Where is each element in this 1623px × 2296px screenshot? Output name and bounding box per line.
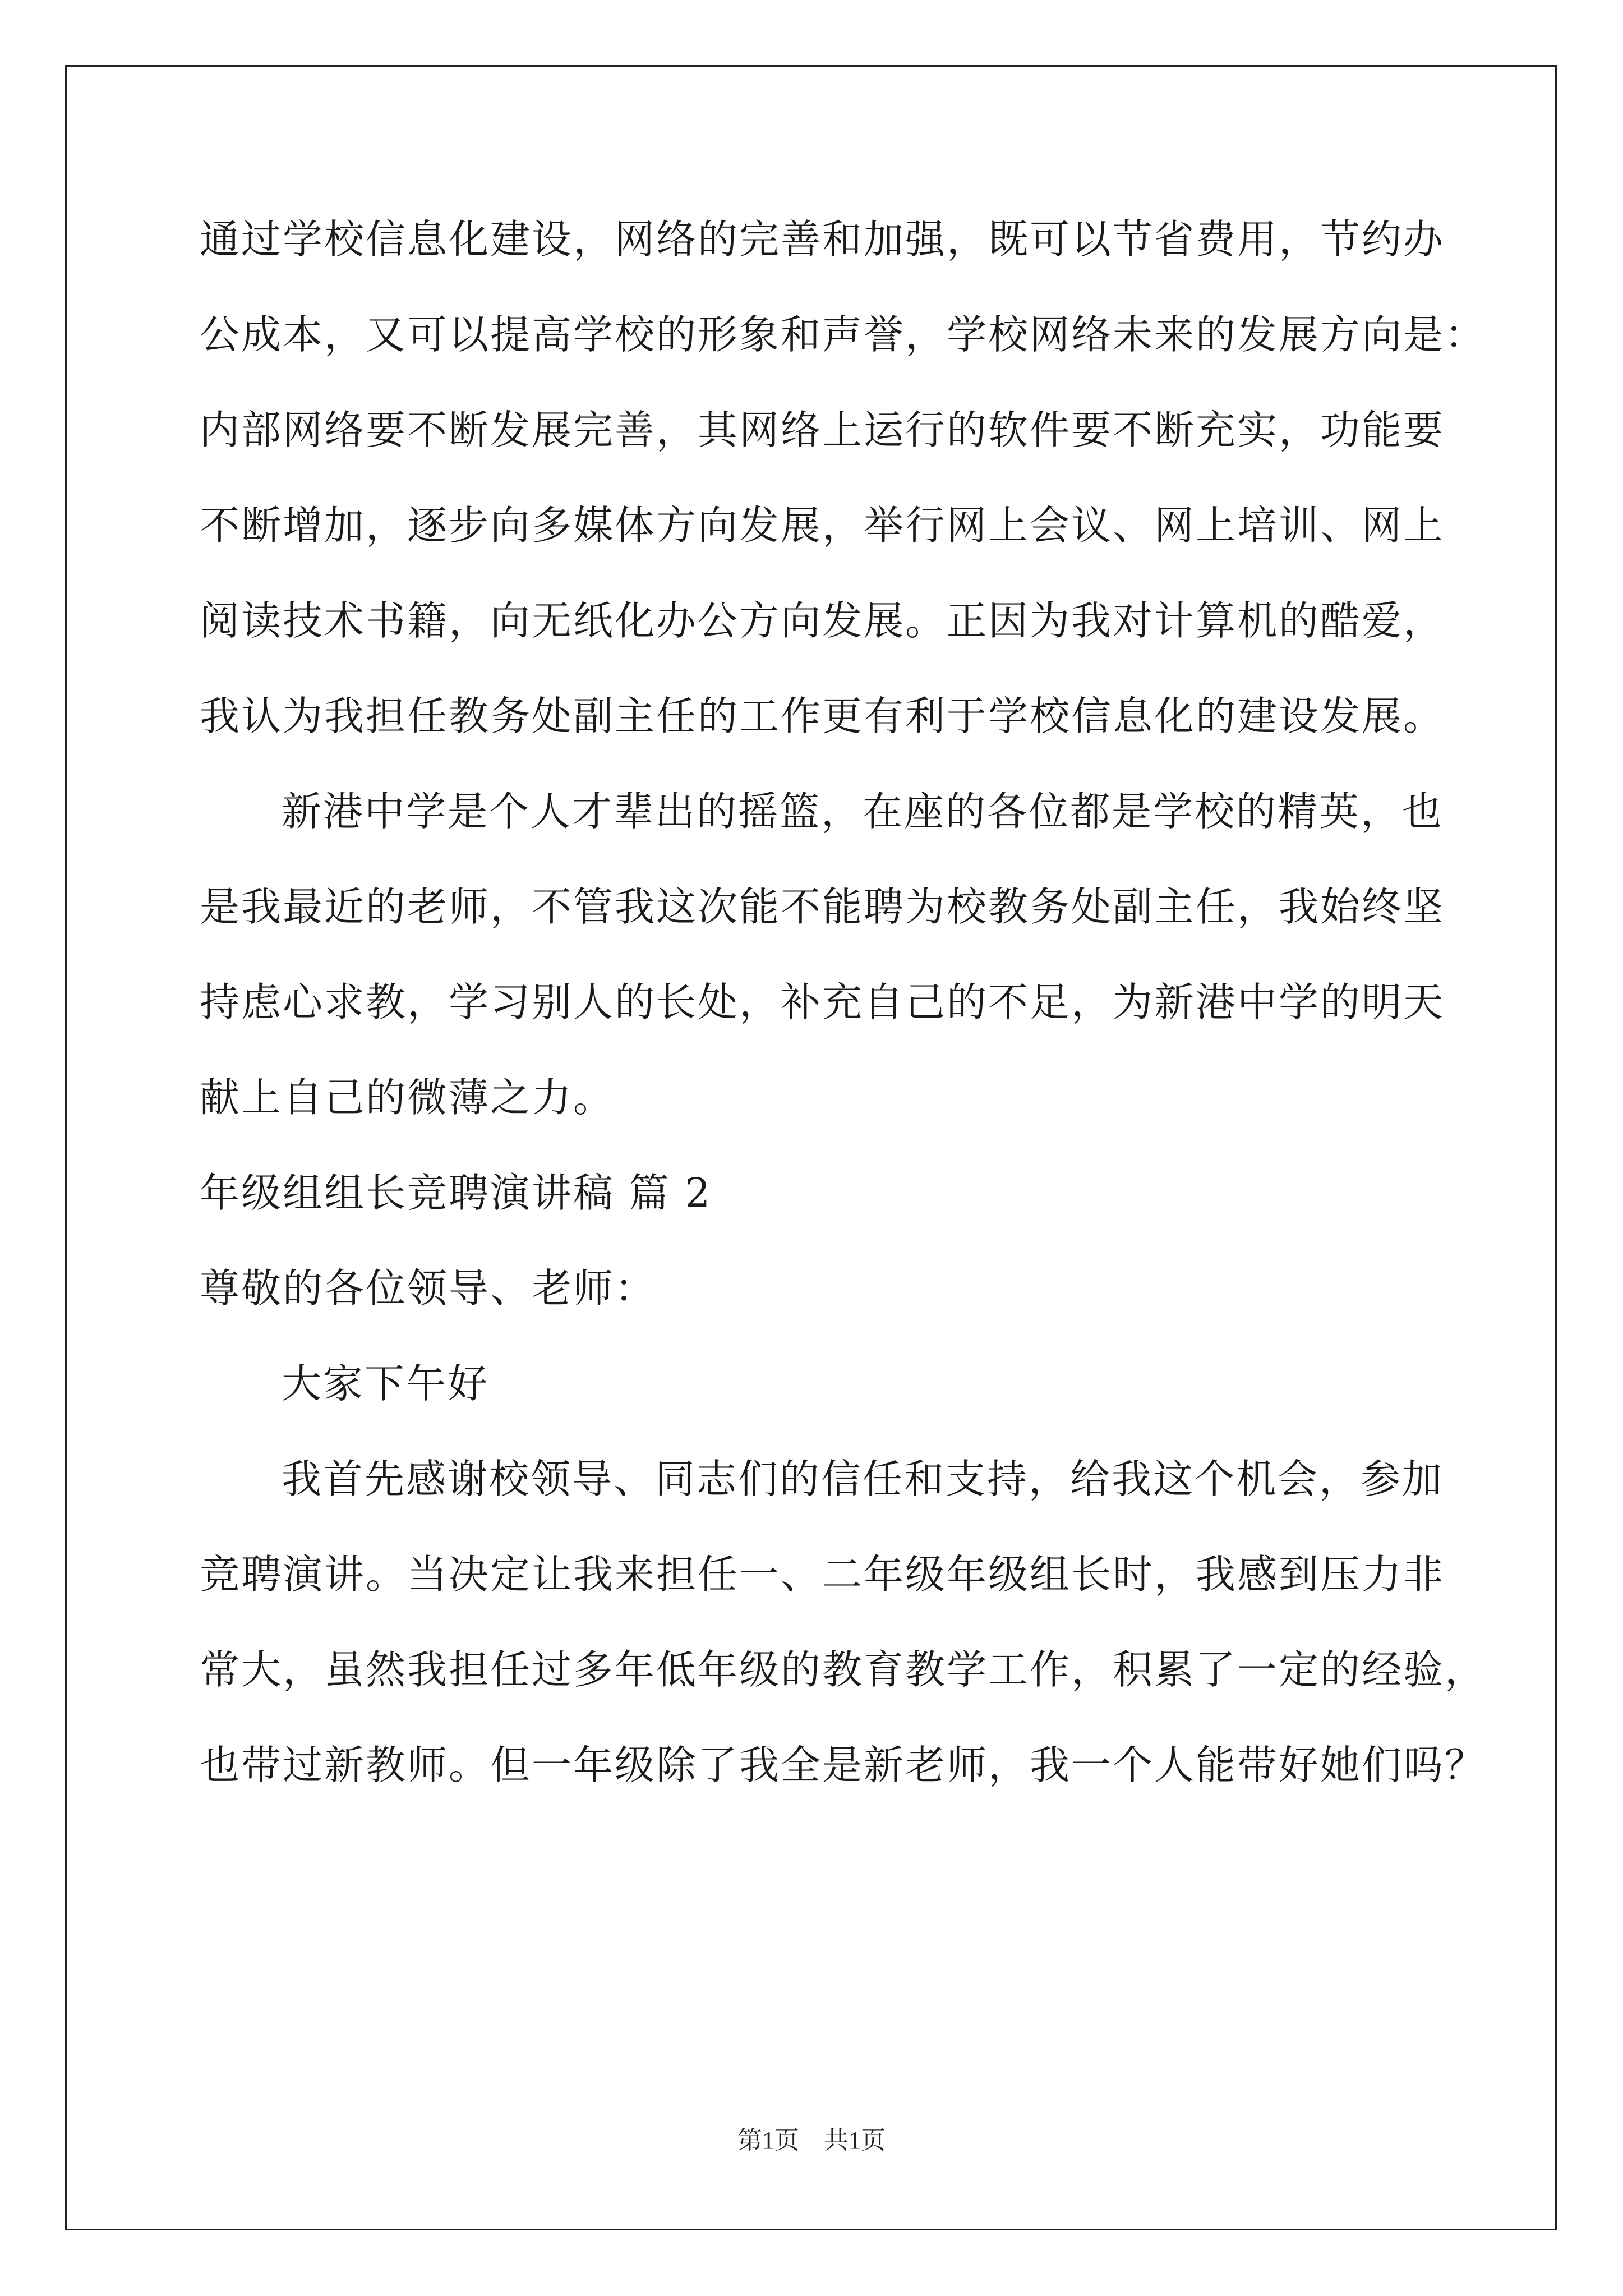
document-body [200, 209, 1487, 1830]
page-total: 共1页 [824, 2127, 886, 2154]
text-line: 竞聘演讲。当决定让我来担任一、二年级年级组长时，我感到压力非 [200, 1551, 1445, 1598]
text-line: 不断增加，逐步向多媒体方向发展，举行网上会议、网上培训、网上 [200, 502, 1445, 549]
page-footer [0, 2124, 1623, 2157]
text-line: 常大，虽然我担任过多年低年级的教育教学工作，积累了一定的经验， [200, 1646, 1487, 1693]
text-line: 是我最近的老师，不管我这次能不能聘为校教务处副主任，我始终坚 [200, 884, 1445, 930]
text-line: 内部网络要不断发展完善，其网络上运行的软件要不断充实，功能要 [200, 407, 1445, 453]
text-line: 持虑心求教，学习别人的长处，补充自己的不足，为新港中学的明天 [200, 979, 1445, 1025]
salutation: 尊敬的各位领导、老师： [200, 1265, 657, 1312]
greeting: 大家下午好 [282, 1360, 490, 1407]
text-line: 公成本，又可以提高学校的形象和声誉，学校网络未来的发展方向是： [200, 311, 1487, 358]
text-line: 通过学校信息化建设，网络的完善和加强，既可以节省费用，节约办 [200, 216, 1445, 263]
text-line: 阅读技术书籍，向无纸化办公方向发展。正因为我对计算机的酷爱， [200, 597, 1445, 644]
text-line: 献上自己的微薄之力。 [200, 1074, 615, 1121]
page-number: 第1页 [737, 2127, 799, 2154]
paragraph-start-line: 新港中学是个人才辈出的摇篮，在座的各位都是学校的精英，也 [282, 788, 1444, 835]
section-heading: 年级组组长竞聘演讲稿 篇 2 [200, 1170, 712, 1216]
paragraph-start-line: 我首先感谢校领导、同志们的信任和支持，给我这个机会，参加 [282, 1456, 1444, 1502]
text-line: 我认为我担任教务处副主任的工作更有利于学校信息化的建设发展。 [200, 693, 1445, 739]
text-line: 也带过新教师。但一年级除了我全是新老师，我一个人能带好她们吗？ [200, 1742, 1487, 1788]
